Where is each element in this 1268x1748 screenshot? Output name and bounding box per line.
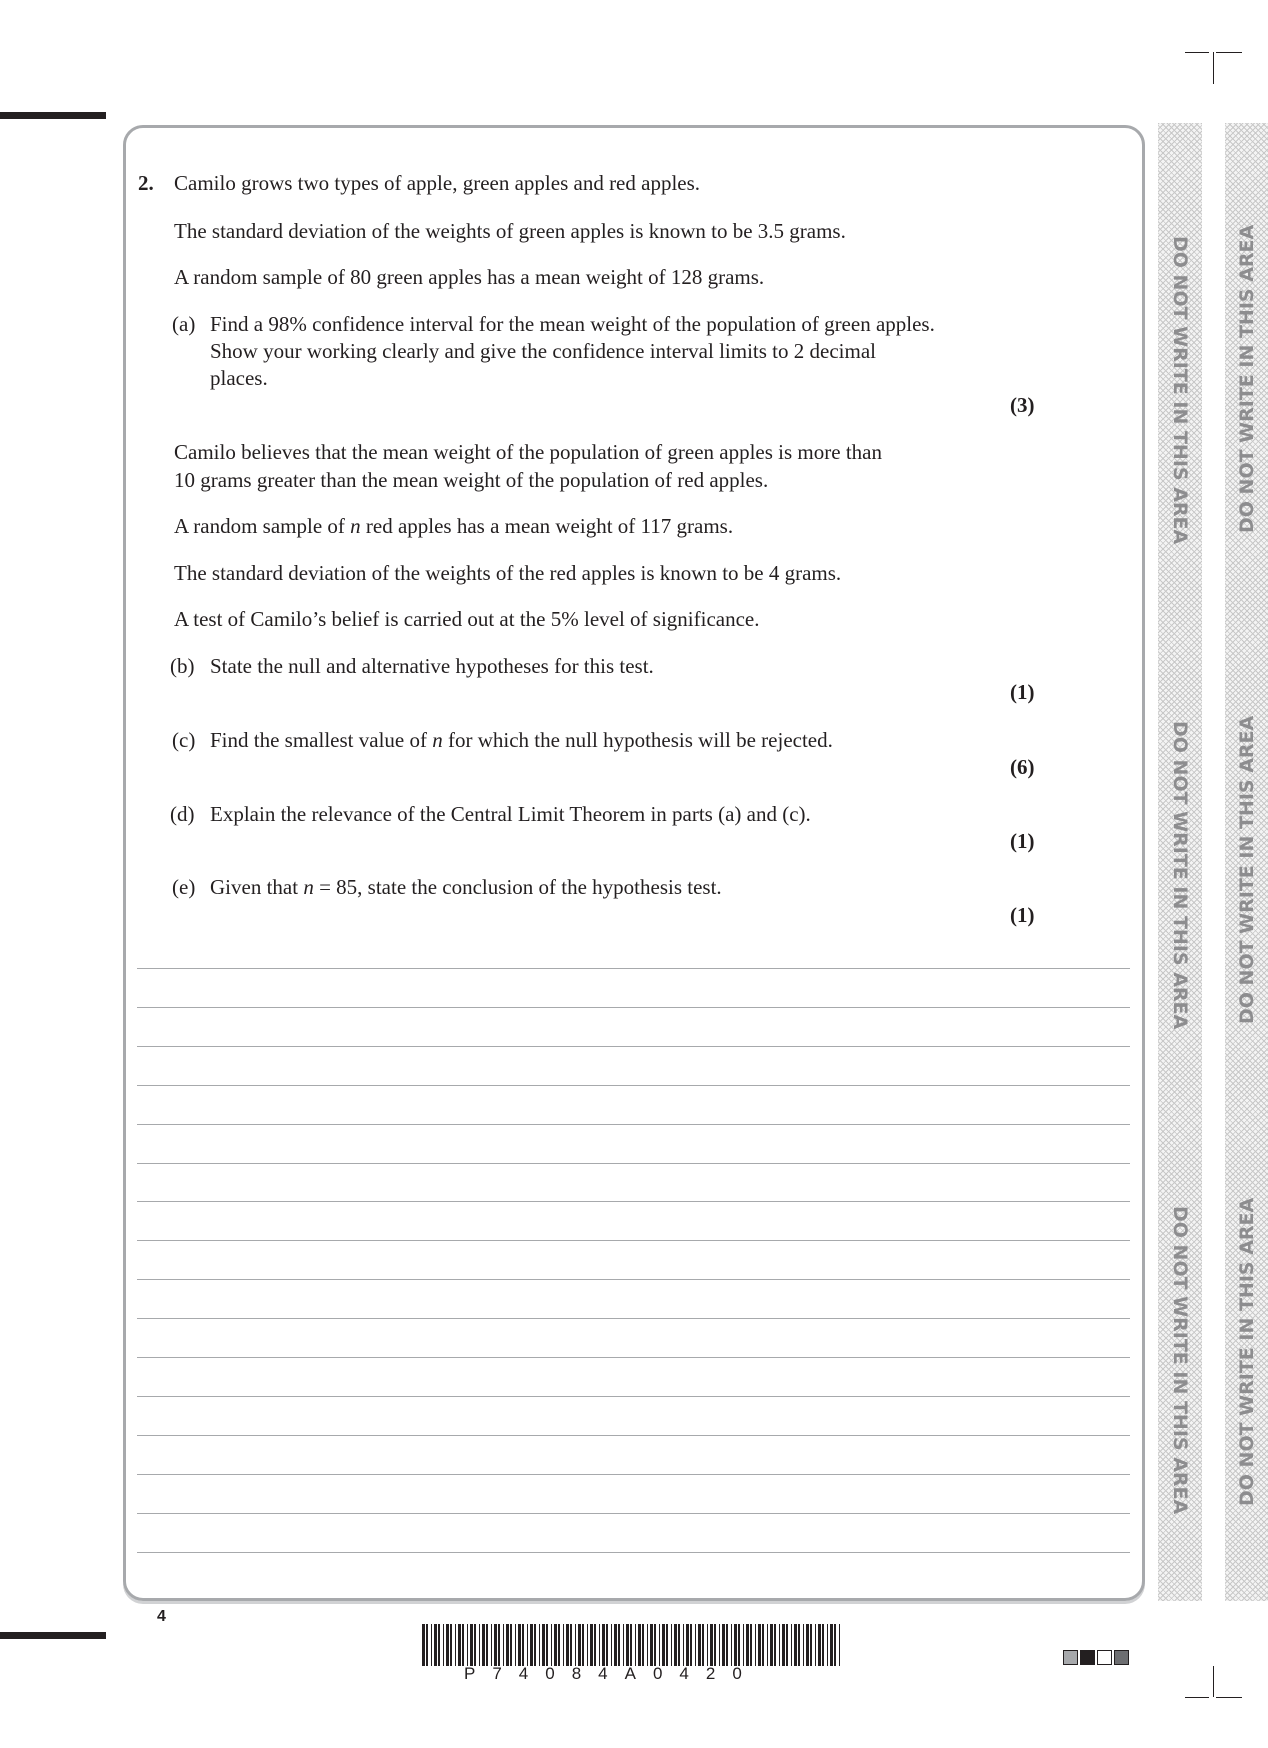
barcode-bar — [455, 1624, 456, 1666]
barcode-bar — [695, 1624, 696, 1666]
question-number-label: 2. — [138, 171, 154, 195]
part-c-marks: (6) — [1010, 755, 1035, 779]
text: Find the smallest value of — [210, 728, 433, 752]
barcode-bar — [719, 1624, 720, 1666]
barcode-bar — [470, 1624, 473, 1666]
barcode-bar — [806, 1624, 809, 1666]
barcode-bar — [750, 1624, 752, 1666]
barcode-bar — [630, 1624, 632, 1666]
crop-mark — [1216, 1697, 1242, 1698]
barcode-bar — [587, 1624, 588, 1666]
answer-line[interactable] — [137, 1240, 1130, 1241]
barcode-bar — [530, 1624, 533, 1666]
part-e-label: (e) — [172, 875, 196, 899]
barcode-bar — [714, 1624, 716, 1666]
barcode-bar — [647, 1624, 648, 1666]
barcode-bar — [710, 1624, 713, 1666]
answer-line[interactable] — [137, 1396, 1130, 1397]
barcode-bar — [566, 1624, 569, 1666]
part-c-label: (c) — [172, 728, 196, 752]
part-b-label: (b) — [170, 654, 195, 678]
crop-mark — [1216, 52, 1242, 53]
barcode-bar — [794, 1624, 797, 1666]
answer-line[interactable] — [137, 1552, 1130, 1553]
barcode-bar — [542, 1624, 545, 1666]
barcode-bar — [678, 1624, 680, 1666]
question-intro: Camilo grows two types of apple, green apples and red apples. — [174, 171, 701, 195]
text: red apples has a mean weight of 117 grams. — [360, 514, 734, 538]
registration-bar-top — [0, 112, 106, 119]
barcode-bar — [575, 1624, 576, 1666]
barcode-bar — [518, 1624, 521, 1666]
barcode-bar — [503, 1624, 504, 1666]
barcode-bar — [671, 1624, 672, 1666]
barcode-bar — [731, 1624, 732, 1666]
crop-mark — [1213, 1666, 1214, 1697]
margin-warning: DO NOT WRITE IN THIS AREA — [1236, 1197, 1258, 1506]
barcode-bar — [515, 1624, 516, 1666]
barcode-bar — [830, 1624, 833, 1666]
barcode-bar — [431, 1624, 432, 1666]
colour-square — [1080, 1650, 1095, 1665]
question-line: The standard deviation of the weights of the red apples is known to be 4 grams. — [174, 561, 842, 585]
barcode-bar — [746, 1624, 749, 1666]
barcode-bar — [755, 1624, 756, 1666]
barcode-bar — [426, 1624, 428, 1666]
barcode-bar — [458, 1624, 461, 1666]
barcode-bar — [539, 1624, 540, 1666]
barcode-bar — [614, 1624, 617, 1666]
barcode-bar — [486, 1624, 488, 1666]
barcode-bar — [779, 1624, 780, 1666]
part-e-text — [210, 874, 722, 901]
barcode-bar — [546, 1624, 548, 1666]
answer-line[interactable] — [137, 1163, 1130, 1164]
variable-n: n — [432, 728, 443, 752]
barcode-bar — [482, 1624, 485, 1666]
barcode-bar — [498, 1624, 500, 1666]
barcode-bar — [738, 1624, 740, 1666]
barcode-bar — [642, 1624, 644, 1666]
margin-warning: DO NOT WRITE IN THIS AREA — [1169, 236, 1191, 545]
barcode-bar — [774, 1624, 776, 1666]
barcode-bar — [626, 1624, 629, 1666]
answer-line[interactable] — [137, 1201, 1130, 1202]
barcode-bar — [683, 1624, 684, 1666]
answer-line[interactable] — [137, 1085, 1130, 1086]
barcode-bar — [446, 1624, 449, 1666]
part-a-label: (a) — [172, 312, 196, 336]
barcode-bar — [534, 1624, 536, 1666]
barcode-bar — [506, 1624, 509, 1666]
barcode-bar — [822, 1624, 824, 1666]
barcode-bar — [611, 1624, 612, 1666]
margin-warning: DO NOT WRITE IN THIS AREA — [1236, 715, 1258, 1024]
barcode-bar — [467, 1624, 468, 1666]
barcode-bar — [722, 1624, 725, 1666]
part-a-text: Find a 98% confidence interval for the mean weight of the population of green apples. — [210, 312, 935, 336]
barcode-bar — [770, 1624, 773, 1666]
barcode-bar — [702, 1624, 704, 1666]
barcode-bar — [594, 1624, 596, 1666]
question-line: The standard deviation of the weights of green apples is known to be 3.5 grams. — [174, 219, 846, 243]
barcode-bar — [690, 1624, 692, 1666]
part-a-text: places. — [210, 366, 268, 390]
margin-warning: DO NOT WRITE IN THIS AREA — [1236, 224, 1258, 533]
barcode-bar — [674, 1624, 677, 1666]
barcode-bar — [743, 1624, 744, 1666]
answer-line[interactable] — [137, 1474, 1130, 1475]
barcode-bar — [662, 1624, 665, 1666]
barcode-bar — [686, 1624, 689, 1666]
text: A random sample of — [174, 514, 351, 538]
answer-line[interactable] — [137, 1318, 1130, 1319]
crop-mark — [1185, 52, 1209, 53]
answer-line[interactable] — [137, 968, 1130, 969]
barcode-bar — [578, 1624, 581, 1666]
barcode-bar — [650, 1624, 653, 1666]
barcode-bar — [734, 1624, 737, 1666]
barcode-bar — [791, 1624, 792, 1666]
part-d-label: (d) — [170, 802, 195, 826]
barcode-bar — [602, 1624, 605, 1666]
text: for which the null hypothesis will be rejected. — [442, 728, 833, 752]
barcode-bar — [758, 1624, 761, 1666]
barcode-bar — [726, 1624, 728, 1666]
part-b-marks: (1) — [1010, 680, 1035, 704]
text: Given that — [210, 875, 304, 899]
barcode-bar — [606, 1624, 608, 1666]
barcode-bar — [522, 1624, 524, 1666]
barcode-bar — [698, 1624, 701, 1666]
answer-line[interactable] — [137, 1007, 1130, 1008]
barcode-bar — [623, 1624, 624, 1666]
barcode-text: P74084A0420 — [464, 1664, 759, 1683]
barcode-bar — [707, 1624, 708, 1666]
barcode-bar — [834, 1624, 836, 1666]
barcode-bar — [563, 1624, 564, 1666]
question-line: A test of Camilo’s belief is carried out at the 5% level of significance. — [174, 607, 760, 631]
barcode-bar — [474, 1624, 476, 1666]
barcode-bar — [803, 1624, 804, 1666]
barcode-bar — [491, 1624, 492, 1666]
part-a-marks: (3) — [1010, 393, 1035, 417]
barcode-bar — [810, 1624, 812, 1666]
crop-mark — [1213, 52, 1214, 84]
barcode-bar — [762, 1624, 764, 1666]
part-b-text: State the null and alternative hypotheses for this test. — [210, 654, 654, 678]
crop-mark — [1185, 1697, 1209, 1698]
barcode-bar — [818, 1624, 821, 1666]
variable-n: n — [303, 875, 314, 899]
part-e-marks: (1) — [1010, 903, 1035, 927]
answer-line[interactable] — [137, 1357, 1130, 1358]
colour-square — [1063, 1650, 1078, 1665]
barcode-bar — [450, 1624, 452, 1666]
part-a-text: Show your working clearly and give the confidence interval limits to 2 decimal — [210, 339, 876, 363]
barcode-bar — [422, 1624, 425, 1666]
margin-warning: DO NOT WRITE IN THIS AREA — [1169, 721, 1191, 1030]
answer-line[interactable] — [137, 1513, 1130, 1514]
barcode-bar — [582, 1624, 584, 1666]
part-c-text — [210, 727, 833, 754]
question-line: Camilo believes that the mean weight of the population of green apples is more than — [174, 440, 882, 464]
barcode-bar — [479, 1624, 480, 1666]
part-d-text: Explain the relevance of the Central Limit Theorem in parts (a) and (c). — [210, 802, 811, 826]
barcode-bar — [618, 1624, 620, 1666]
barcode-bar — [570, 1624, 572, 1666]
barcode-bar — [590, 1624, 593, 1666]
barcode-bar — [443, 1624, 444, 1666]
barcode-bar — [767, 1624, 768, 1666]
barcode — [422, 1624, 844, 1666]
answer-line[interactable] — [137, 1124, 1130, 1125]
answer-line[interactable] — [137, 1435, 1130, 1436]
barcode-bar — [527, 1624, 528, 1666]
barcode-bar — [494, 1624, 497, 1666]
barcode-bar — [558, 1624, 560, 1666]
colour-square — [1114, 1650, 1129, 1665]
colour-square — [1097, 1650, 1112, 1665]
barcode-bar — [638, 1624, 641, 1666]
barcode-bar — [782, 1624, 785, 1666]
text: = 85, state the conclusion of the hypothesis test. — [313, 875, 722, 899]
variable-n: n — [350, 514, 361, 538]
margin-warning: DO NOT WRITE IN THIS AREA — [1169, 1206, 1191, 1515]
question-number — [138, 170, 154, 197]
barcode-bar — [666, 1624, 668, 1666]
question-line: A random sample of 80 green apples has a mean weight of 128 grams. — [174, 265, 765, 289]
page-number: 4 — [157, 1608, 166, 1625]
barcode-bar — [827, 1624, 828, 1666]
barcode-bar — [839, 1624, 840, 1666]
barcode-bar — [659, 1624, 660, 1666]
barcode-bar — [635, 1624, 636, 1666]
barcode-bar — [551, 1624, 552, 1666]
answer-line[interactable] — [137, 1046, 1130, 1047]
barcode-bar — [434, 1624, 437, 1666]
barcode-bar — [438, 1624, 440, 1666]
registration-bar-bottom — [0, 1632, 106, 1639]
barcode-bar — [599, 1624, 600, 1666]
barcode-bar — [798, 1624, 800, 1666]
part-d-marks: (1) — [1010, 829, 1035, 853]
question-line: 10 grams greater than the mean weight of the population of red apples. — [174, 468, 769, 492]
barcode-bar — [815, 1624, 816, 1666]
barcode-bar — [554, 1624, 557, 1666]
question-line — [174, 513, 733, 540]
barcode-bar — [462, 1624, 464, 1666]
barcode-bar — [510, 1624, 512, 1666]
barcode-bar — [654, 1624, 656, 1666]
barcode-bar — [786, 1624, 788, 1666]
answer-line[interactable] — [137, 1279, 1130, 1280]
